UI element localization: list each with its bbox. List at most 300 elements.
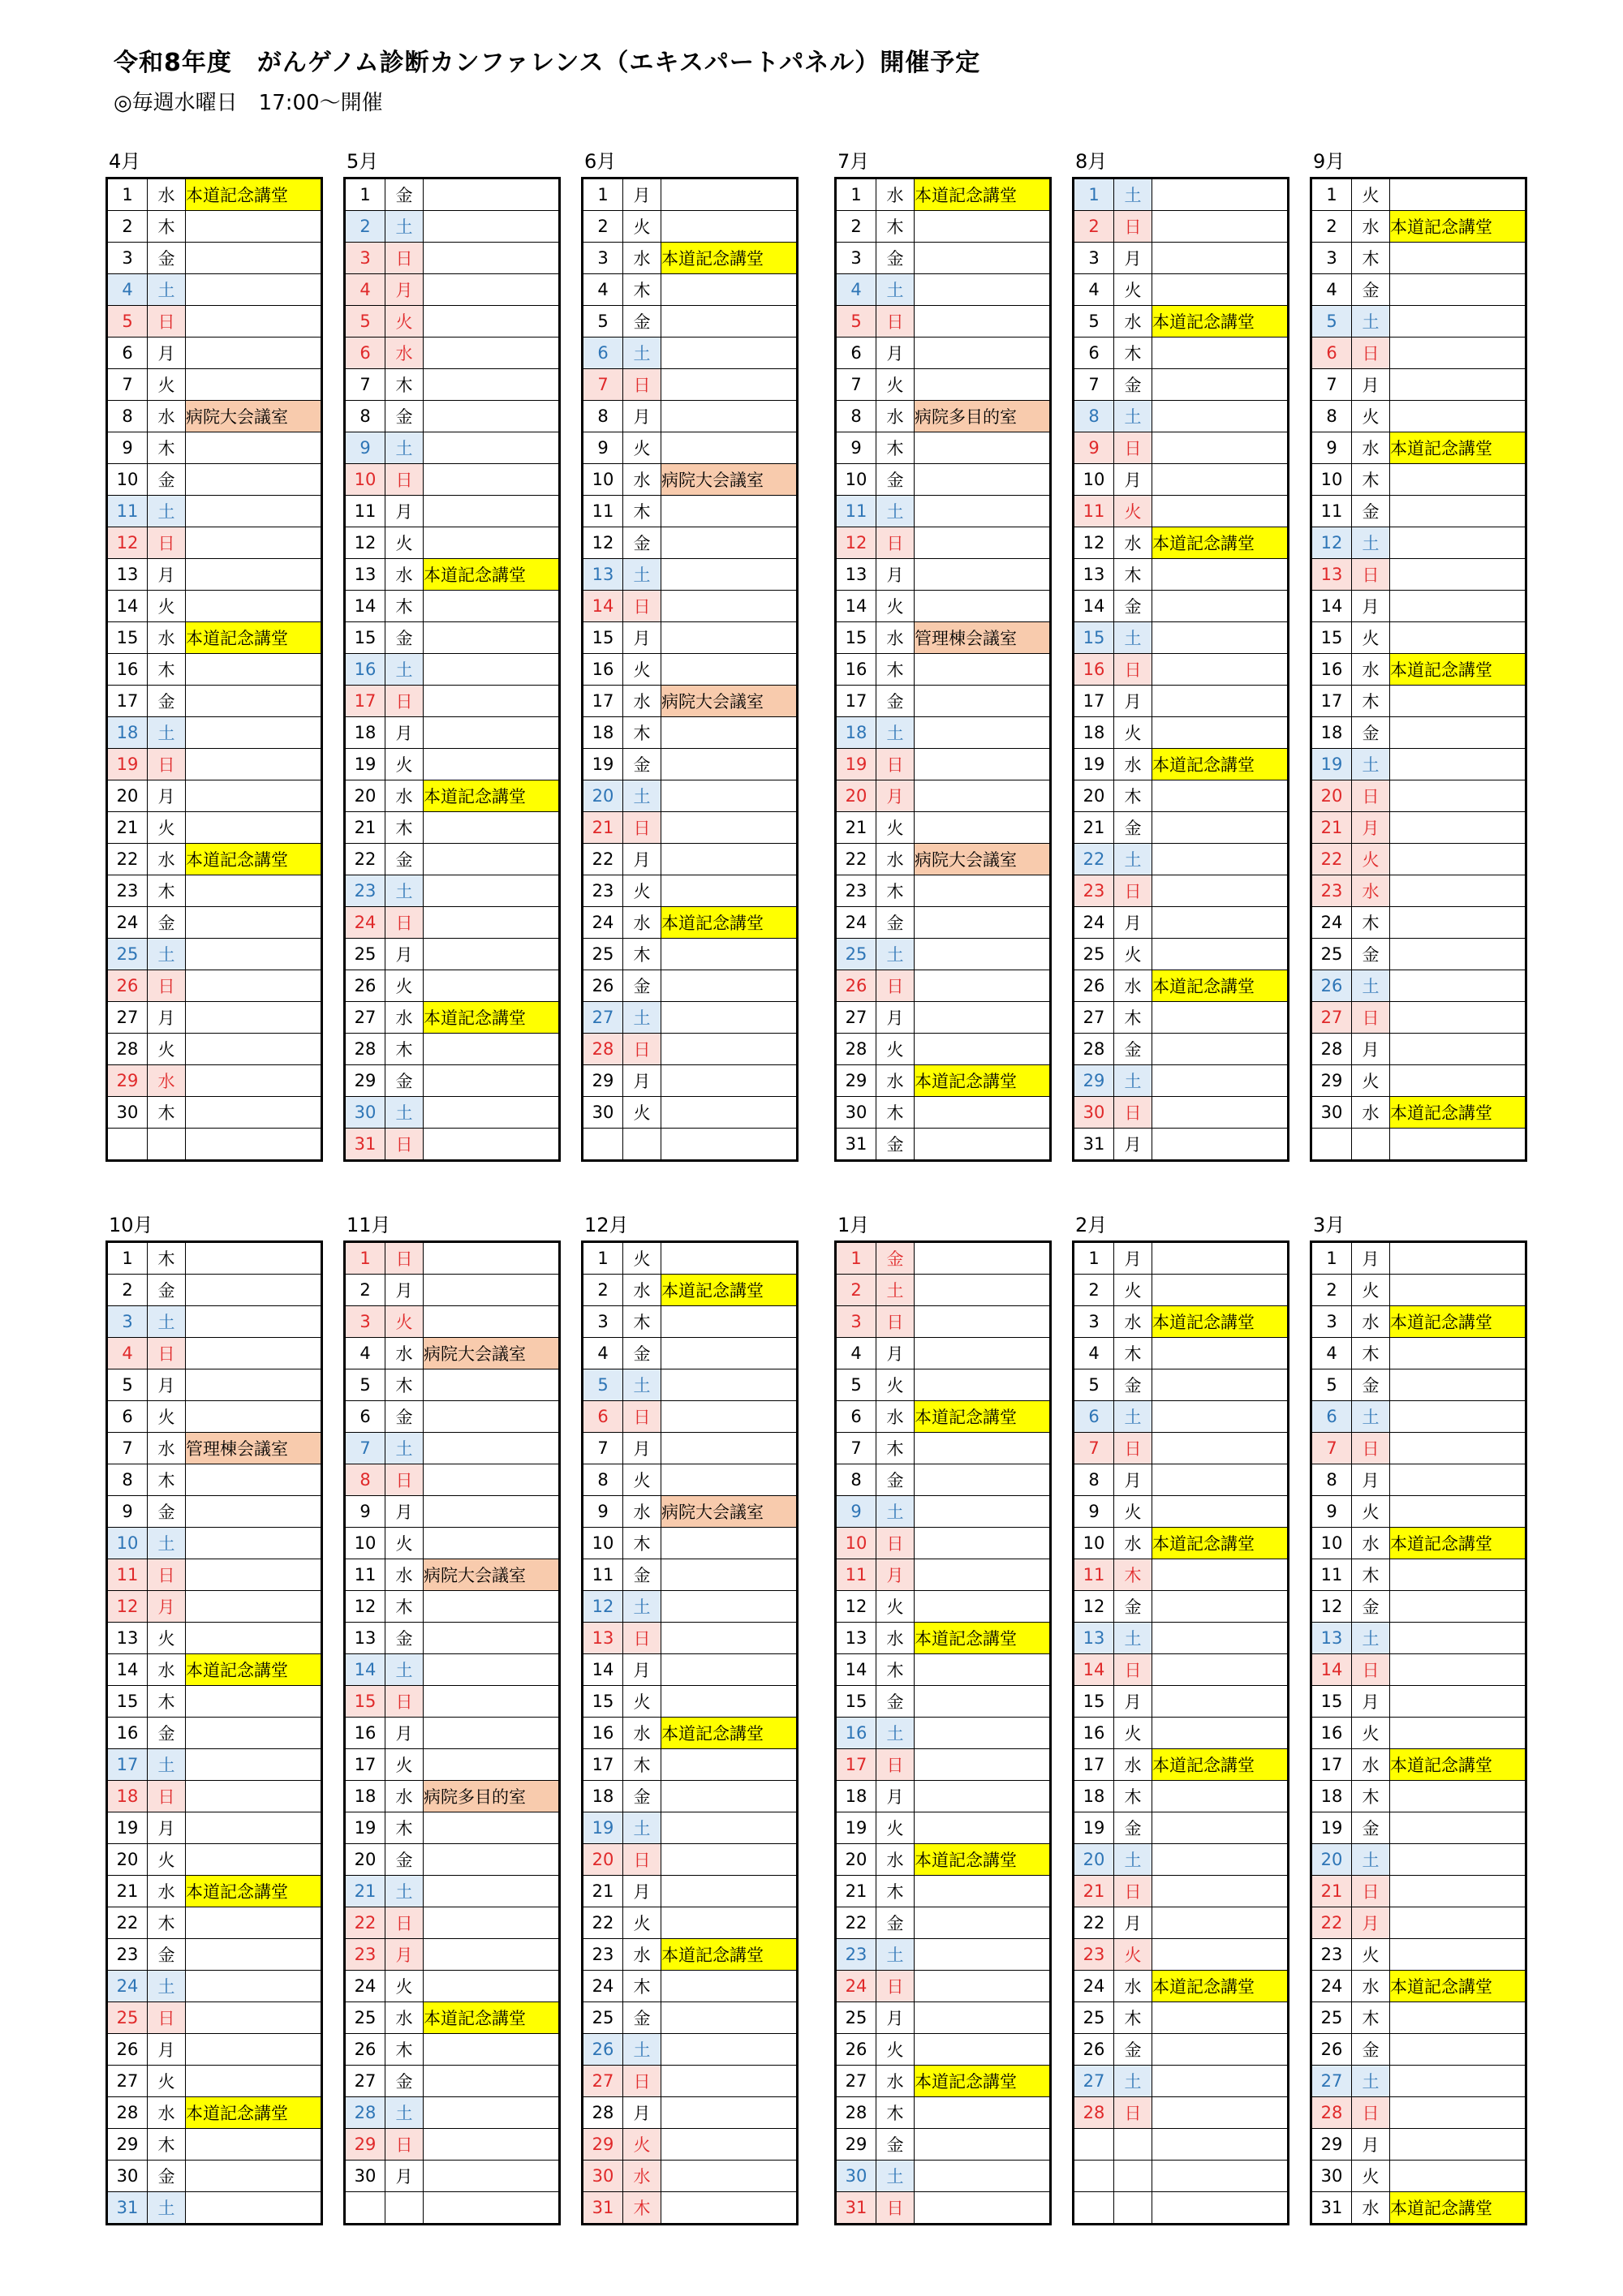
day-number: 5 [836, 306, 876, 338]
weekday: 月 [148, 1812, 186, 1844]
venue [424, 1876, 560, 1907]
day-row [107, 559, 322, 591]
day-number [1074, 2161, 1114, 2192]
venue [186, 338, 322, 369]
day-row [583, 1002, 798, 1034]
day-row [836, 178, 1051, 211]
day-row [1311, 1433, 1526, 1464]
weekday: 金 [148, 464, 186, 496]
venue [915, 1097, 1051, 1129]
day-number: 28 [1074, 2097, 1114, 2129]
day-number: 24 [345, 1971, 385, 2002]
day-number: 18 [583, 1781, 623, 1812]
weekday: 日 [1114, 211, 1152, 243]
venue [1152, 496, 1289, 527]
day-number: 3 [836, 243, 876, 274]
day-number: 13 [1074, 559, 1114, 591]
weekday: 水 [148, 1433, 186, 1464]
day-number: 29 [836, 2129, 876, 2161]
weekday: 土 [385, 1433, 424, 1464]
day-row [1311, 1464, 1526, 1496]
day-number: 7 [583, 1433, 623, 1464]
day-row [1311, 1781, 1526, 1812]
day-number: 24 [107, 1971, 148, 2002]
day-row [345, 939, 560, 970]
weekday: 日 [1114, 875, 1152, 907]
day-row [583, 1939, 798, 1971]
day-row [1311, 1065, 1526, 1097]
venue: 本道記念講堂 [186, 1654, 322, 1686]
day-number: 31 [345, 1129, 385, 1161]
venue [186, 1065, 322, 1097]
venue [1390, 1939, 1526, 1971]
weekday: 火 [148, 812, 186, 844]
venue: 本道記念講堂 [915, 1844, 1051, 1876]
day-number: 11 [1074, 1559, 1114, 1591]
weekday: 土 [385, 432, 424, 464]
weekday: 木 [876, 2097, 915, 2129]
day-number: 30 [107, 2161, 148, 2192]
venue [661, 338, 798, 369]
weekday: 金 [148, 1718, 186, 1749]
venue [186, 1718, 322, 1749]
venue [424, 1971, 560, 2002]
day-row [1074, 812, 1289, 844]
venue: 本道記念講堂 [1152, 749, 1289, 780]
month-block [105, 1210, 323, 2225]
day-row [1074, 401, 1289, 432]
venue [1152, 1002, 1289, 1034]
day-row [107, 1749, 322, 1781]
day-number: 15 [345, 1686, 385, 1718]
weekday: 水 [876, 401, 915, 432]
weekday: 月 [876, 1781, 915, 1812]
weekday: 月 [623, 401, 661, 432]
day-number: 23 [1074, 1939, 1114, 1971]
weekday: 月 [385, 717, 424, 749]
day-number: 18 [583, 717, 623, 749]
weekday: 日 [148, 970, 186, 1002]
month-table [834, 177, 1052, 1162]
weekday: 金 [385, 1065, 424, 1097]
weekday: 土 [623, 1812, 661, 1844]
venue [661, 1749, 798, 1781]
weekday: 火 [1114, 717, 1152, 749]
day-row [107, 274, 322, 306]
day-row [583, 1496, 798, 1528]
venue [424, 243, 560, 274]
day-row [107, 2097, 322, 2129]
venue [661, 939, 798, 970]
venue [1152, 1129, 1289, 1161]
venue [1152, 243, 1289, 274]
day-row [1074, 1464, 1289, 1496]
day-row [1311, 907, 1526, 939]
day-row [1311, 1971, 1526, 2002]
day-row [345, 970, 560, 1002]
day-row [583, 591, 798, 622]
day-row [1074, 1496, 1289, 1528]
venue [661, 1464, 798, 1496]
day-row [1074, 2034, 1289, 2066]
venue [915, 970, 1051, 1002]
day-number: 2 [836, 1275, 876, 1306]
day-number: 9 [345, 1496, 385, 1528]
day-row [345, 780, 560, 812]
day-number: 22 [836, 844, 876, 875]
day-number: 3 [1074, 1306, 1114, 1338]
venue [1390, 338, 1526, 369]
venue [1152, 1844, 1289, 1876]
day-number: 12 [1311, 527, 1352, 559]
day-row [107, 178, 322, 211]
day-number: 17 [1311, 1749, 1352, 1781]
day-row [583, 1812, 798, 1844]
venue: 本道記念講堂 [1390, 432, 1526, 464]
day-row [107, 1907, 322, 1939]
venue [1152, 1097, 1289, 1129]
venue [1152, 1591, 1289, 1623]
weekday: 土 [623, 1369, 661, 1401]
weekday: 日 [1352, 1654, 1390, 1686]
weekday: 水 [1352, 2192, 1390, 2225]
day-row [107, 1433, 322, 1464]
day-row [1311, 178, 1526, 211]
weekday: 日 [623, 1034, 661, 1065]
venue [1152, 2129, 1289, 2161]
day-number: 29 [836, 1065, 876, 1097]
venue [424, 1464, 560, 1496]
venue [915, 1749, 1051, 1781]
day-row [583, 243, 798, 274]
weekday: 日 [148, 749, 186, 780]
day-number: 19 [583, 749, 623, 780]
weekday [1114, 2129, 1152, 2161]
venue [424, 875, 560, 907]
weekday: 日 [385, 686, 424, 717]
day-number: 15 [1074, 1686, 1114, 1718]
venue [424, 1812, 560, 1844]
weekday: 火 [1352, 622, 1390, 654]
day-row [107, 2034, 322, 2066]
venue [661, 2034, 798, 2066]
day-row [583, 2161, 798, 2192]
day-number: 19 [107, 749, 148, 780]
weekday: 火 [1352, 1275, 1390, 1306]
venue [1152, 939, 1289, 970]
weekday: 火 [1352, 1718, 1390, 1749]
venue [1152, 1065, 1289, 1097]
day-number: 29 [107, 2129, 148, 2161]
venue: 本道記念講堂 [424, 780, 560, 812]
venue [1390, 1812, 1526, 1844]
venue [1390, 749, 1526, 780]
day-number: 21 [583, 812, 623, 844]
day-number: 13 [836, 559, 876, 591]
day-number: 22 [583, 844, 623, 875]
day-row [836, 243, 1051, 274]
venue [186, 432, 322, 464]
venue [915, 686, 1051, 717]
weekday: 日 [1114, 1097, 1152, 1129]
venue [1152, 1433, 1289, 1464]
day-row [583, 1401, 798, 1433]
day-row [107, 369, 322, 401]
day-number: 18 [1311, 1781, 1352, 1812]
day-number: 7 [345, 1433, 385, 1464]
day-number: 23 [1074, 875, 1114, 907]
weekday: 土 [385, 2097, 424, 2129]
venue [915, 1907, 1051, 1939]
day-row [1074, 1369, 1289, 1401]
venue [1390, 1433, 1526, 1464]
venue [915, 1306, 1051, 1338]
month-block [1072, 146, 1289, 1162]
day-row [1074, 1275, 1289, 1306]
day-row [836, 1496, 1051, 1528]
weekday: 土 [1352, 1623, 1390, 1654]
weekday: 木 [876, 875, 915, 907]
weekday: 水 [623, 1939, 661, 1971]
venue [1152, 1242, 1289, 1275]
weekday: 日 [876, 527, 915, 559]
day-row [345, 1559, 560, 1591]
weekday: 土 [1352, 1401, 1390, 1433]
weekday: 水 [148, 401, 186, 432]
day-number: 1 [1074, 1242, 1114, 1275]
day-number: 17 [345, 1749, 385, 1781]
venue [661, 1623, 798, 1654]
venue [1152, 1559, 1289, 1591]
weekday: 木 [385, 1034, 424, 1065]
day-number: 21 [1074, 812, 1114, 844]
day-number: 7 [1074, 369, 1114, 401]
day-row [345, 875, 560, 907]
day-row [107, 1275, 322, 1306]
day-number: 6 [107, 1401, 148, 1433]
venue [915, 243, 1051, 274]
venue [424, 2161, 560, 2192]
venue [661, 274, 798, 306]
day-number: 6 [583, 1401, 623, 1433]
weekday: 土 [148, 1306, 186, 1338]
venue: 本道記念講堂 [186, 844, 322, 875]
venue [1152, 907, 1289, 939]
venue [1152, 591, 1289, 622]
day-number: 15 [836, 622, 876, 654]
venue [1390, 178, 1526, 211]
weekday: 木 [623, 717, 661, 749]
day-row [345, 1718, 560, 1749]
day-row [345, 2066, 560, 2097]
day-number: 19 [345, 1812, 385, 1844]
month-label: 2月 [1075, 1214, 1108, 1236]
day-row [1311, 1338, 1526, 1369]
day-row [1074, 844, 1289, 875]
venue: 病院大会議室 [424, 1559, 560, 1591]
weekday: 月 [1114, 1464, 1152, 1496]
day-row [583, 875, 798, 907]
day-number: 11 [583, 1559, 623, 1591]
day-number: 14 [1074, 591, 1114, 622]
weekday: 木 [385, 369, 424, 401]
venue [424, 1623, 560, 1654]
venue [661, 2192, 798, 2225]
day-number: 3 [836, 1306, 876, 1338]
weekday: 木 [385, 591, 424, 622]
day-number: 6 [1074, 338, 1114, 369]
venue: 本道記念講堂 [1152, 306, 1289, 338]
weekday: 火 [1352, 1065, 1390, 1097]
day-number: 1 [1311, 178, 1352, 211]
day-row [583, 1559, 798, 1591]
venue [424, 812, 560, 844]
venue [915, 907, 1051, 939]
weekday: 金 [1114, 1812, 1152, 1844]
venue [1152, 1401, 1289, 1433]
day-row [836, 401, 1051, 432]
weekday: 日 [1352, 1433, 1390, 1464]
venue [186, 369, 322, 401]
day-number: 20 [345, 1844, 385, 1876]
day-row [836, 1749, 1051, 1781]
weekday: 土 [1352, 527, 1390, 559]
day-number: 15 [345, 622, 385, 654]
weekday: 日 [876, 2192, 915, 2225]
day-number: 30 [1074, 1097, 1114, 1129]
day-number: 28 [583, 2097, 623, 2129]
weekday: 水 [1352, 1306, 1390, 1338]
day-row [1074, 1623, 1289, 1654]
weekday [385, 2192, 424, 2225]
month-label: 12月 [584, 1214, 629, 1236]
day-number: 31 [1074, 1129, 1114, 1161]
weekday: 金 [385, 1623, 424, 1654]
day-row [583, 907, 798, 939]
venue [1390, 1591, 1526, 1623]
venue [424, 2097, 560, 2129]
weekday: 日 [876, 1971, 915, 2002]
day-row [583, 527, 798, 559]
venue [424, 622, 560, 654]
day-number: 14 [836, 591, 876, 622]
day-number: 7 [836, 1433, 876, 1464]
day-row [1074, 1034, 1289, 1065]
day-row [1311, 432, 1526, 464]
month-label: 6月 [584, 150, 617, 173]
day-number: 1 [836, 1242, 876, 1275]
day-number: 24 [583, 907, 623, 939]
weekday: 月 [385, 1939, 424, 1971]
day-number: 12 [583, 527, 623, 559]
day-number: 2 [583, 211, 623, 243]
day-row [1311, 1275, 1526, 1306]
day-row [1074, 717, 1289, 749]
venue [186, 2192, 322, 2225]
venue [1390, 1654, 1526, 1686]
weekday: 火 [148, 591, 186, 622]
weekday: 月 [1352, 1686, 1390, 1718]
day-row [1074, 1749, 1289, 1781]
venue [915, 464, 1051, 496]
day-number: 18 [836, 1781, 876, 1812]
weekday: 月 [1114, 1686, 1152, 1718]
weekday: 水 [876, 2066, 915, 2097]
venue [424, 844, 560, 875]
weekday: 土 [1114, 401, 1152, 432]
venue [424, 2192, 560, 2225]
weekday: 火 [1352, 178, 1390, 211]
weekday: 火 [1352, 401, 1390, 432]
day-number: 6 [583, 338, 623, 369]
day-number: 27 [836, 2066, 876, 2097]
schedule-note: ◎毎週水曜日 17:00～開催 [114, 91, 383, 115]
day-number: 10 [107, 464, 148, 496]
day-row [345, 1528, 560, 1559]
day-row [107, 1844, 322, 1876]
venue [661, 2161, 798, 2192]
day-row [1074, 2066, 1289, 2097]
day-number: 5 [583, 306, 623, 338]
day-row [1311, 1097, 1526, 1129]
day-number: 20 [583, 780, 623, 812]
day-number: 16 [1311, 1718, 1352, 1749]
day-number: 16 [583, 654, 623, 686]
weekday: 木 [1114, 1002, 1152, 1034]
day-row [836, 2034, 1051, 2066]
venue: 本道記念講堂 [1152, 970, 1289, 1002]
weekday: 日 [623, 812, 661, 844]
weekday: 日 [623, 1844, 661, 1876]
weekday: 土 [876, 1275, 915, 1306]
venue [1152, 464, 1289, 496]
month-table [834, 1240, 1052, 2225]
day-row [1311, 211, 1526, 243]
day-row [345, 1623, 560, 1654]
day-number: 27 [583, 1002, 623, 1034]
venue: 本道記念講堂 [915, 1065, 1051, 1097]
venue [1390, 1464, 1526, 1496]
day-row [345, 1338, 560, 1369]
venue [186, 1496, 322, 1528]
day-row [583, 1097, 798, 1129]
day-number: 10 [107, 1528, 148, 1559]
day-row [345, 1654, 560, 1686]
venue [915, 939, 1051, 970]
weekday: 土 [385, 211, 424, 243]
venue [1152, 844, 1289, 875]
weekday: 火 [876, 1812, 915, 1844]
venue [915, 306, 1051, 338]
weekday: 水 [385, 780, 424, 812]
day-number: 8 [836, 401, 876, 432]
venue [186, 464, 322, 496]
day-number: 26 [107, 2034, 148, 2066]
venue [915, 559, 1051, 591]
venue [424, 338, 560, 369]
venue [1390, 622, 1526, 654]
day-number: 10 [345, 464, 385, 496]
day-row [345, 1306, 560, 1338]
day-number: 21 [345, 1876, 385, 1907]
day-number: 21 [1074, 1876, 1114, 1907]
day-row [1311, 527, 1526, 559]
weekday: 火 [148, 1623, 186, 1654]
venue [424, 717, 560, 749]
weekday: 月 [623, 1065, 661, 1097]
day-row [345, 654, 560, 686]
day-row [107, 1718, 322, 1749]
